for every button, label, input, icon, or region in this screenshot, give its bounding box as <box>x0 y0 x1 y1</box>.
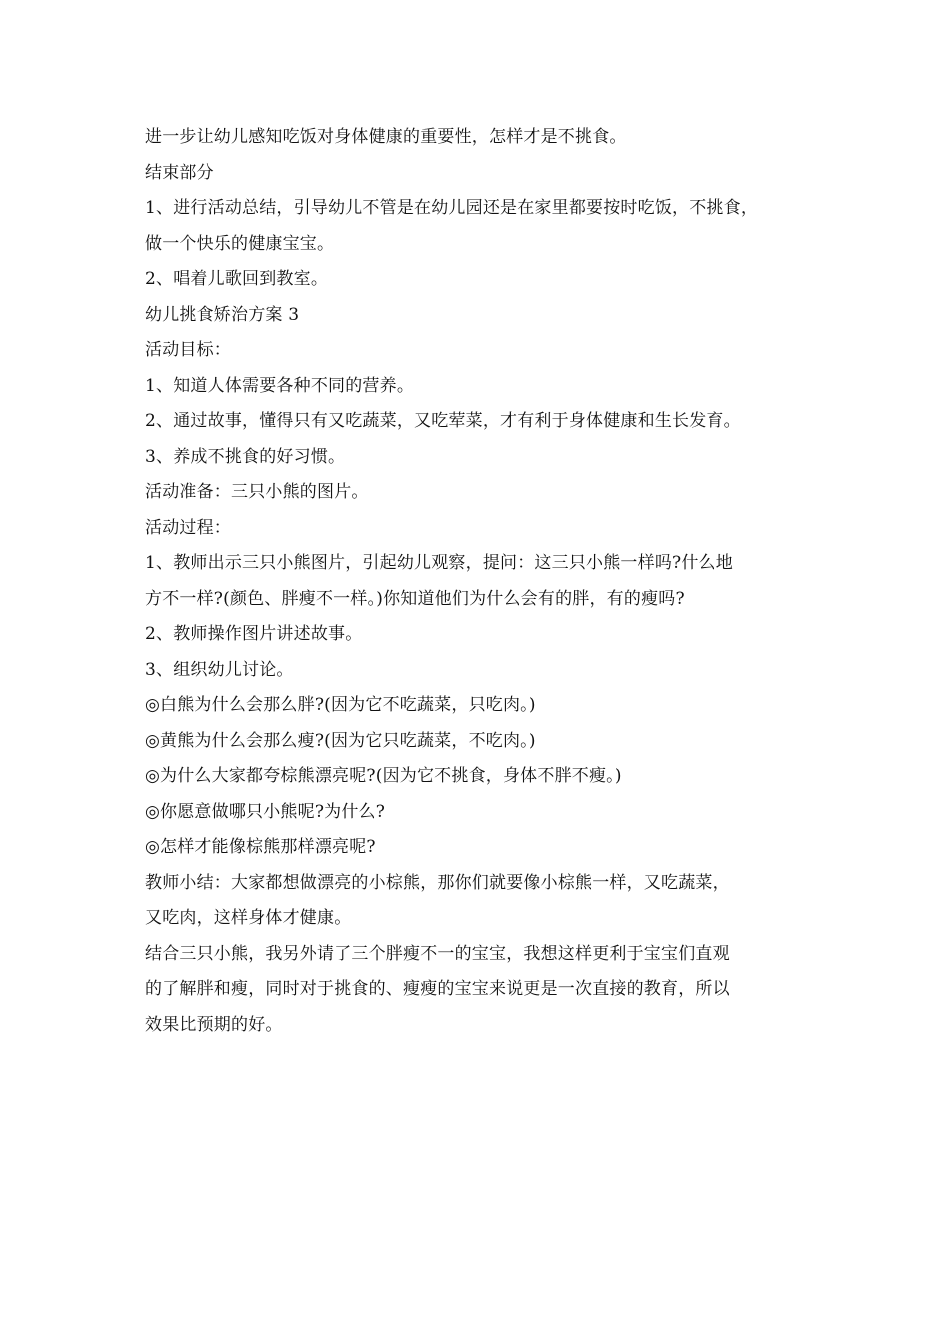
list-item: ◎白熊为什么会那么胖?(因为它不吃蔬菜，只吃肉。) <box>145 695 536 715</box>
list-item: ◎为什么大家都夸棕熊漂亮呢?(因为它不挑食，身体不胖不瘦。) <box>145 766 622 786</box>
text-line: 结合三只小熊，我另外请了三个胖瘦不一的宝宝，我想这样更利于宝宝们直观 <box>145 943 730 964</box>
text-line: 2、教师操作图片讲述故事。 <box>145 624 363 644</box>
text-line: 2、唱着儿歌回到教室。 <box>145 269 329 289</box>
list-item: ◎你愿意做哪只小熊呢?为什么? <box>145 801 386 822</box>
text-line: 3、组织幼儿讨论。 <box>145 659 294 680</box>
section-heading: 活动目标： <box>145 340 231 360</box>
section-heading: 结束部分 <box>145 162 214 183</box>
text-line: 的了解胖和瘦，同时对于挑食的、瘦瘦的宝宝来说更是一次直接的教育，所以 <box>145 979 730 999</box>
text-line: 活动准备：三只小熊的图片。 <box>145 482 369 502</box>
text-line: 1、教师出示三只小熊图片，引起幼儿观察，提问：这三只小熊一样吗?什么地 <box>145 553 733 573</box>
text-line: 1、知道人体需要各种不同的营养。 <box>145 375 415 396</box>
text-line: 教师小结：大家都想做漂亮的小棕熊，那你们就要像小棕熊一样，又吃蔬菜， <box>145 872 730 893</box>
text-line: 做一个快乐的健康宝宝。 <box>145 233 335 254</box>
list-item: ◎黄熊为什么会那么瘦?(因为它只吃蔬菜，不吃肉。) <box>145 730 536 751</box>
text-line: 方不一样?(颜色、胖瘦不一样。)你知道他们为什么会有的胖，有的瘦吗? <box>145 588 685 609</box>
text-line: 进一步让幼儿感知吃饭对身体健康的重要性，怎样才是不挑食。 <box>145 127 627 147</box>
text-line: 3、养成不挑食的好习惯。 <box>145 446 346 467</box>
text-line: 2、通过故事，懂得只有又吃蔬菜，又吃荤菜，才有利于身体健康和生长发育。 <box>145 411 741 431</box>
section-title: 幼儿挑食矫治方案 3 <box>145 304 300 325</box>
section-heading: 活动过程： <box>145 517 231 538</box>
text-line: 又吃肉，这样身体才健康。 <box>145 908 352 928</box>
text-line: 1、进行活动总结，引导幼儿不管是在幼儿园还是在家里都要按时吃饭，不挑食， <box>145 198 759 218</box>
text-line: 效果比预期的好。 <box>145 1014 283 1035</box>
document-body <box>145 120 825 1043</box>
list-item: ◎怎样才能像棕熊那样漂亮呢? <box>145 837 376 857</box>
